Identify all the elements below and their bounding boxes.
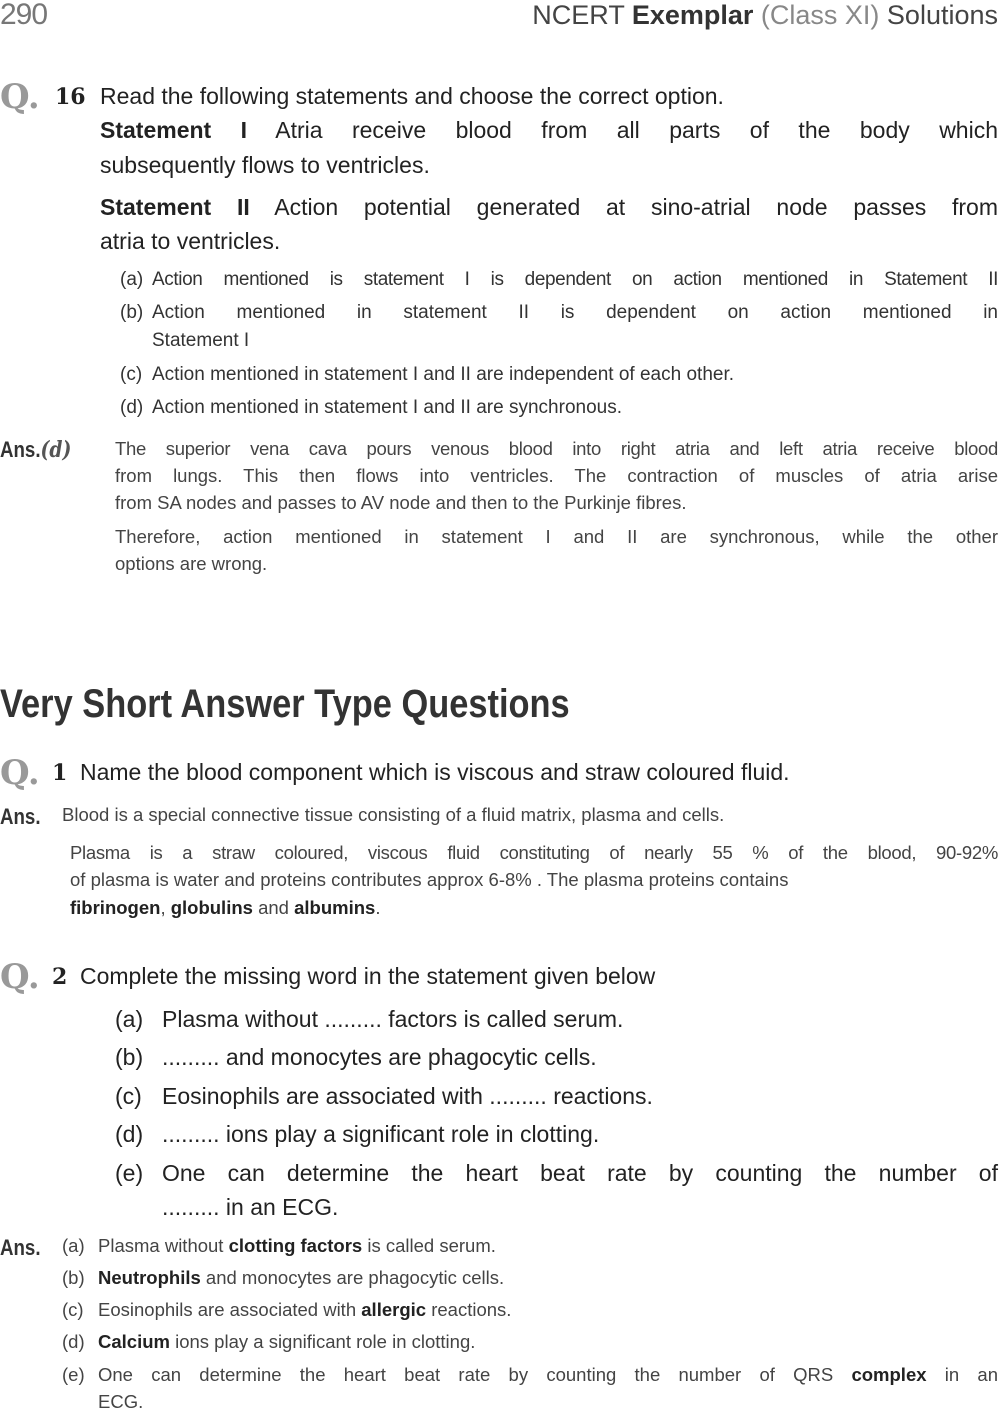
option-text: One can determine the heart beat rate by counting the number of	[162, 1160, 998, 1186]
answer-label	[0, 439, 71, 461]
header-prefix: NCERT	[532, 0, 632, 30]
answer-para-line: of plasma is water and proteins contributes approx 6-8% . The plasma proteins contains	[70, 869, 789, 890]
q-mark: Q.	[0, 77, 40, 117]
answer-label: Ans.	[0, 804, 41, 829]
section-title: Very Short Answer Type Questions	[0, 682, 570, 726]
statement-2-text: Action potential generated at sino-atrial node passes from	[249, 194, 998, 220]
option-text-cont: ......... in an ECG.	[162, 1194, 339, 1220]
answer-line: The superior vena cava pours venous blood into right atria and left atria receive blood	[115, 438, 998, 459]
answer-para-line	[70, 899, 380, 918]
question-text: Complete the missing word in the statement given below	[80, 963, 656, 989]
answer-label-e: (e)	[62, 1364, 85, 1385]
text: ,	[160, 897, 171, 918]
statement-1-text: Atria receive blood from all parts of the body which	[247, 117, 998, 143]
option-text: Action mentioned in statement II is dependent on action mentioned in	[152, 302, 998, 323]
text: One can determine the heart beat rate by counting the number of QRS	[98, 1364, 852, 1385]
answer-line-cont: ECG.	[98, 1391, 144, 1412]
option-text: Action mentioned in statement I and II are independent of each other.	[152, 364, 735, 385]
answer-label-d: (d)	[62, 1331, 85, 1352]
statement-1-label: Statement I	[100, 117, 248, 143]
running-header	[532, 2, 998, 29]
question-number: 1	[52, 760, 68, 786]
option-label: (a)	[115, 1006, 144, 1032]
answer-line: options are wrong.	[115, 553, 268, 574]
question-number: 2	[52, 964, 68, 990]
answer-line	[98, 1269, 504, 1288]
answer-line: from lungs. This then flows into ventricles. The contraction of muscles of atria arise	[115, 465, 998, 486]
option-text: Action mentioned in statement I and II are synchronous.	[152, 397, 622, 418]
answer-term: Neutrophils	[98, 1267, 201, 1288]
statement-2-cont: atria to ventricles.	[100, 228, 281, 254]
page-number: 290	[0, 0, 48, 31]
text: Eosinophils are associated with	[98, 1299, 362, 1320]
option-text: Action mentioned is statement I is dependent on action mentioned in Statement II	[152, 269, 998, 290]
answer-line: Blood is a special connective tissue consisting of a fluid matrix, plasma and cells.	[62, 804, 725, 825]
option-label: (c)	[120, 364, 143, 385]
option-label: (c)	[115, 1083, 142, 1109]
option-label: (e)	[115, 1160, 144, 1186]
answer-line: from SA nodes and passes to AV node and then to the Purkinje fibres.	[115, 492, 687, 513]
text: .	[375, 897, 381, 918]
answer-option: (d)	[40, 437, 72, 463]
question-text: Read the following statements and choose the correct option.	[100, 83, 724, 109]
option-label: (a)	[120, 269, 144, 290]
term-globulins: globulins	[170, 897, 253, 918]
option-text: ......... and monocytes are phagocytic cells.	[162, 1044, 597, 1070]
answer-label-c: (c)	[62, 1299, 84, 1320]
answer-line	[98, 1366, 998, 1385]
ans-text: Ans.	[0, 437, 41, 462]
statement-1-cont: subsequently flows to ventricles.	[100, 152, 430, 178]
answer-label: Ans.	[0, 1235, 41, 1260]
option-text: Eosinophils are associated with ......... reactions.	[162, 1083, 653, 1109]
q-mark: Q.	[0, 957, 40, 997]
answer-term: Calcium	[98, 1331, 170, 1352]
text: ions play a significant role in clotting.	[169, 1331, 476, 1352]
q-mark: Q.	[0, 753, 40, 793]
text: and monocytes are phagocytic cells.	[200, 1267, 505, 1288]
answer-term: complex	[851, 1364, 927, 1385]
statement-2-label: Statement II	[100, 194, 250, 220]
answer-label-a: (a)	[62, 1235, 85, 1256]
term-fibrinogen: fibrinogen	[70, 897, 161, 918]
option-text: Plasma without ......... factors is called serum.	[162, 1006, 624, 1032]
answer-line	[98, 1301, 511, 1320]
option-label: (d)	[120, 397, 144, 418]
question-text: Name the blood component which is viscous and straw coloured fluid.	[80, 759, 790, 785]
text: Plasma without	[98, 1235, 229, 1256]
option-label: (d)	[115, 1121, 144, 1147]
option-text-cont: Statement I	[152, 330, 250, 351]
answer-line	[98, 1333, 475, 1352]
text: reactions.	[426, 1299, 512, 1320]
header-paren: (Class XI)	[753, 0, 880, 30]
question-number: 16	[55, 84, 86, 110]
statement-2	[100, 196, 998, 219]
answer-term: clotting factors	[228, 1235, 363, 1256]
statement-1	[100, 119, 998, 142]
answer-line	[98, 1237, 496, 1256]
text: and	[252, 897, 295, 918]
option-label: (b)	[120, 302, 144, 323]
answer-line: Therefore, action mentioned in statement I and II are synchronous, while the other	[115, 526, 998, 547]
answer-para-line: Plasma is a straw coloured, viscous fluid constituting of nearly 55 % of the blood, 90-92%	[70, 842, 998, 863]
option-text: ......... ions play a significant role in clotting.	[162, 1121, 600, 1147]
answer-label-b: (b)	[62, 1267, 85, 1288]
term-albumins: albumins	[294, 897, 376, 918]
text: is called serum.	[362, 1235, 496, 1256]
header-bold: Exemplar	[631, 0, 754, 30]
header-suffix: Solutions	[879, 0, 998, 30]
text: in an	[926, 1364, 998, 1385]
answer-term: allergic	[361, 1299, 427, 1320]
option-label: (b)	[115, 1044, 144, 1070]
